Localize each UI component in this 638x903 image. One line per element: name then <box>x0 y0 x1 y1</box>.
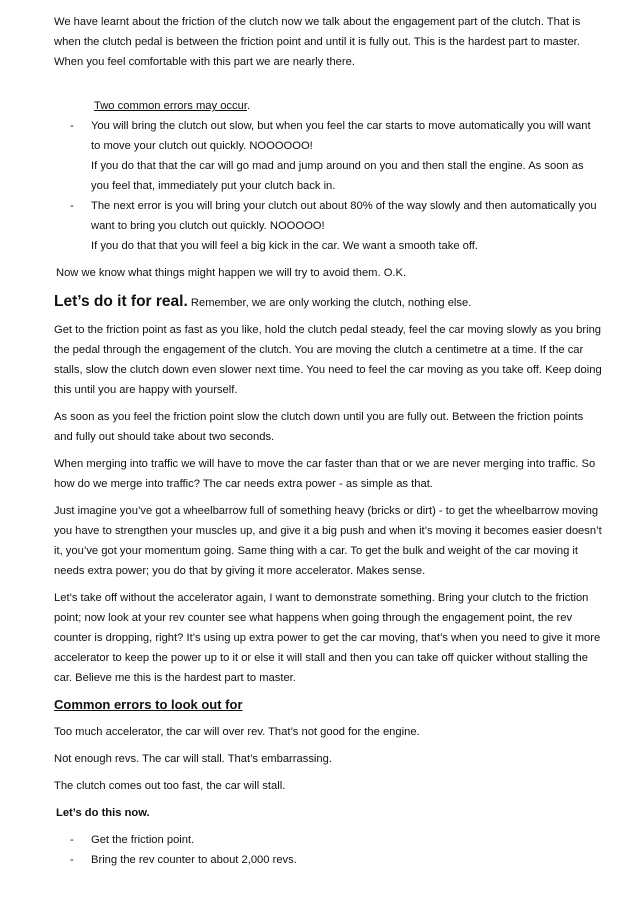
intro-paragraph: We have learnt about the friction of the clutch now we talk about the engagement part of the clutch. That is when the clutch pedal is between the friction point and until it is fully out. This is the hardest part to master. When you feel comfortable with this part we are nearly there. <box>54 16 581 68</box>
errors-heading-text: Two common errors may occur <box>94 100 247 112</box>
lets-do-rest: Remember, we are only working the clutch, nothing else. <box>187 297 472 309</box>
do-now-heading: Let’s do this now. <box>56 807 150 819</box>
step-item <box>54 830 602 850</box>
error-item <box>54 116 602 196</box>
dash-bullet: - <box>70 120 74 132</box>
common-errors-heading: Common errors to look out for <box>54 697 243 712</box>
error-line-2: If you do that that the car will go mad and jump around on you and then stall the engine. As soon as you feel that, immediately put your clutch back in. <box>91 160 584 192</box>
error-line-1: You will bring the clutch out slow, but when you feel the car starts to move automatically you will want to move your clutch out quickly. NOOOOOO! <box>91 120 591 152</box>
dash-bullet: - <box>70 200 74 212</box>
lets-do-title: Let’s do it for real. <box>54 293 188 310</box>
body-paragraph: Just imagine you’ve got a wheelbarrow full of something heavy (bricks or dirt) - to get the wheelbarrow moving you have to strengthen your muscles up, and give it a big push and when it’s moving it becomes easier doesn’t it, you’ve got your momentum going. Same thing with a car. To get the bulk and weight of the car moving it needs extra power; you do that by giving it more accelerator. Makes sense. <box>54 505 602 577</box>
step-text: Get the friction point. <box>91 834 195 846</box>
lets-do-heading <box>54 292 602 313</box>
step-item <box>54 850 602 870</box>
errors-heading-period: . <box>246 100 251 112</box>
error-item <box>54 196 602 256</box>
errors-list <box>54 116 602 256</box>
common-error-item: Too much accelerator, the car will over rev. That’s not good for the engine. <box>54 726 420 738</box>
errors-heading <box>54 96 602 116</box>
dash-bullet: - <box>70 834 74 846</box>
common-error-item: Not enough revs. The car will stall. That’s embarrassing. <box>54 753 332 765</box>
body-paragraph: When merging into traffic we will have to move the car faster than that or we are never merging into traffic. So how do we merge into traffic? The car needs extra power - as simple as that. <box>54 458 596 490</box>
avoid-paragraph: Now we know what things might happen we will try to avoid them. O.K. <box>56 267 407 279</box>
dash-bullet: - <box>70 854 74 866</box>
body-paragraph: As soon as you feel the friction point slow the clutch down until you are fully out. Between the friction points and fully out should take about two seconds. <box>54 411 584 443</box>
document-page <box>54 12 602 870</box>
common-error-item: The clutch comes out too fast, the car will stall. <box>54 780 286 792</box>
error-line-2: If you do that that you will feel a big kick in the car. We want a smooth take off. <box>91 240 479 252</box>
step-text: Bring the rev counter to about 2,000 revs. <box>91 854 297 866</box>
steps-list <box>54 830 602 870</box>
error-line-1: The next error is you will bring your clutch out about 80% of the way slowly and then automatically you want to bring you clutch out quickly. NOOOOO! <box>91 200 597 232</box>
body-paragraph: Let’s take off without the accelerator again, I want to demonstrate something. Bring your clutch to the friction point; now look at your rev counter see what happens when going through the engagement point, the rev counter is dropping, right? It’s using up extra power to get the car moving, that’s when you need to give it more accelerator to keep the power up to it or else it will stall and then you can take off quicker without stalling the car. Believe me this is the hardest part to master. <box>54 592 601 684</box>
body-paragraph: Get to the friction point as fast as you like, hold the clutch pedal steady, feel the car moving slowly as you bring the pedal through the engagement of the clutch. You are moving the clutch a centimetre at a time. If the car stalls, slow the clutch down even slower next time. You need to feel the car moving as you take off. Keep doing this until you are happy with yourself. <box>54 324 602 396</box>
